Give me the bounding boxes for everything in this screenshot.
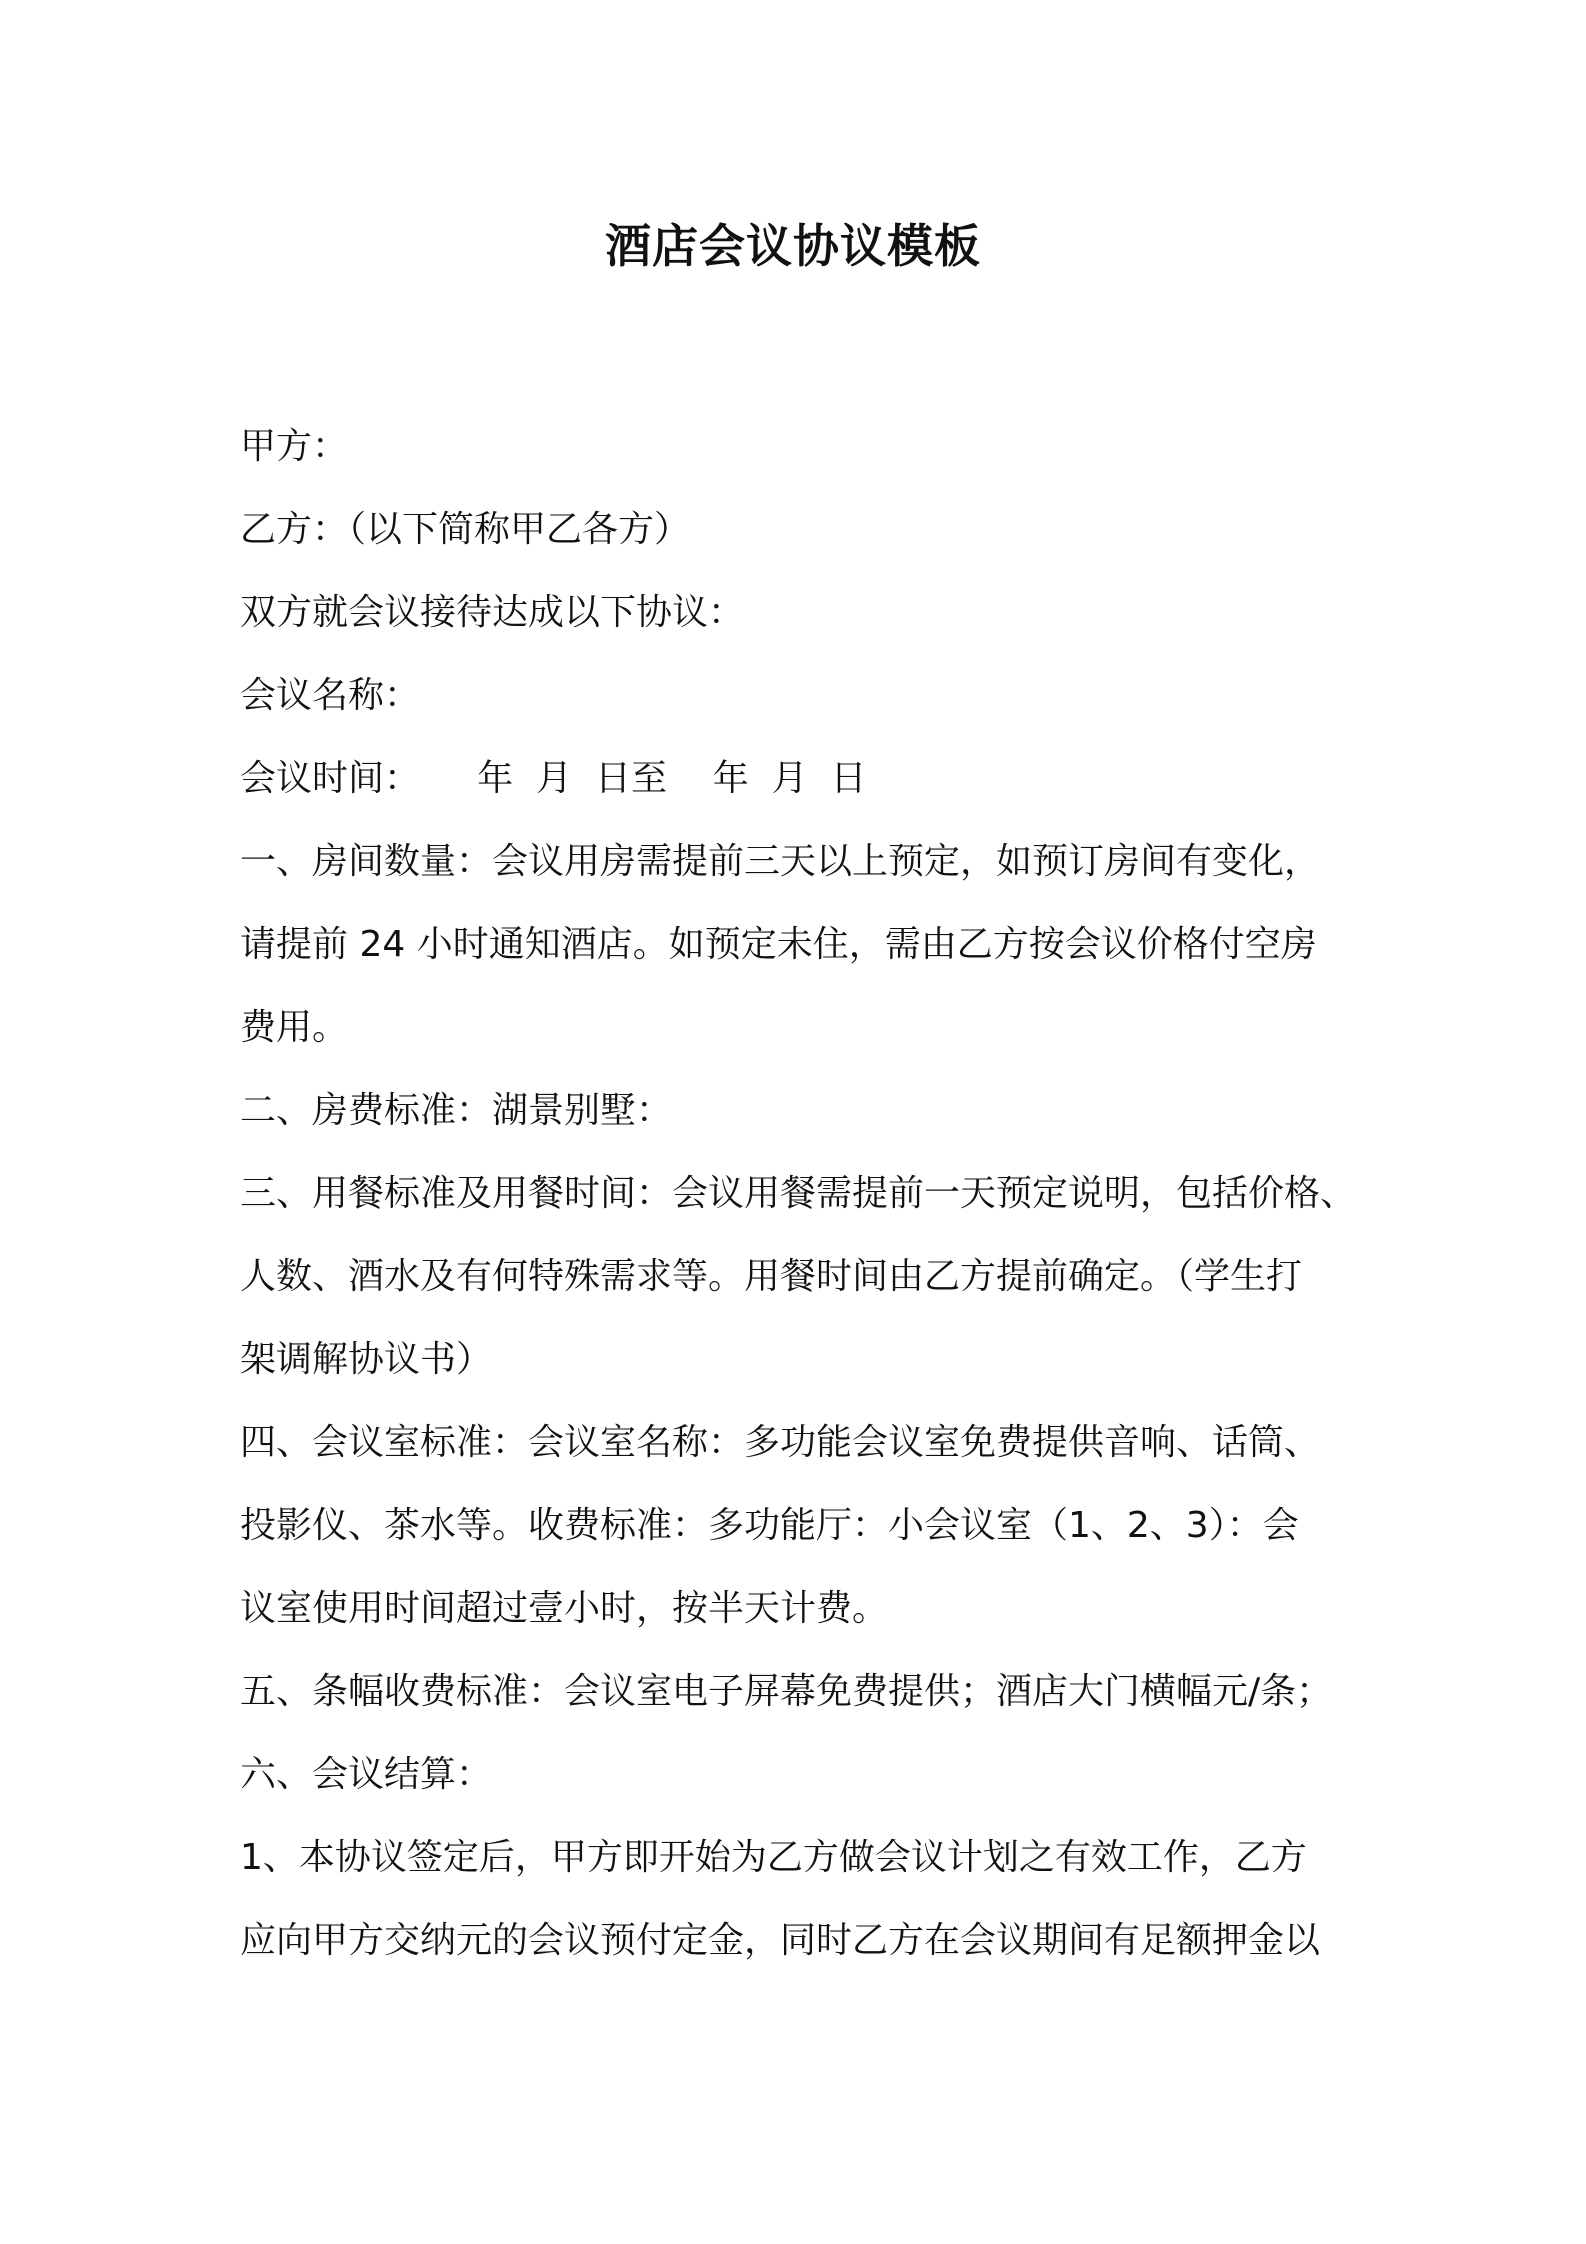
clause-3-line-2: 人数、酒水及有何特殊需求等。用餐时间由乙方提前确定。（学生打 (240, 1256, 1303, 1297)
party-b-line: 乙方：（以下简称甲乙各方） (240, 509, 691, 550)
meeting-name-line: 会议名称： (240, 675, 421, 716)
agreement-intro-line: 双方就会议接待达成以下协议： (240, 592, 745, 633)
meeting-time-line: 会议时间： 年 月 日至 年 月 日 (240, 758, 867, 799)
clause-6-item-1-line-1: 1、本协议签定后，甲方即开始为乙方做会议计划之有效工作，乙方 (240, 1837, 1307, 1878)
clause-3-line-3: 架调解协议书） (240, 1339, 493, 1380)
clause-5-line-1: 五、条幅收费标准：会议室电子屏幕免费提供；酒店大门横幅元/条； (240, 1671, 1333, 1712)
clause-4-line-2: 投影仪、茶水等。收费标准：多功能厅：小会议室（1、2、3）：会 (240, 1505, 1299, 1546)
clause-6-heading: 六、会议结算： (240, 1754, 493, 1795)
document-body (240, 405, 1360, 1982)
clause-3-line-1: 三、用餐标准及用餐时间：会议用餐需提前一天预定说明，包括价格、 (240, 1173, 1357, 1214)
clause-1-line-3: 费用。 (240, 1007, 349, 1048)
clause-6-item-1-line-2: 应向甲方交纳元的会议预付定金，同时乙方在会议期间有足额押金以 (240, 1920, 1321, 1961)
clause-2-line-1: 二、房费标准：湖景别墅： (240, 1090, 673, 1131)
party-a-line: 甲方： (240, 426, 349, 467)
clause-1-line-2: 请提前 24 小时通知酒店。如预定未住，需由乙方按会议价格付空房 (240, 924, 1317, 965)
clause-4-line-3: 议室使用时间超过壹小时，按半天计费。 (240, 1588, 889, 1629)
clause-1-line-1: 一、房间数量：会议用房需提前三天以上预定，如预订房间有变化， (240, 841, 1321, 882)
clause-4-line-1: 四、会议室标准：会议室名称：多功能会议室免费提供音响、话筒、 (240, 1422, 1321, 1463)
document-title: 酒店会议协议模板 (605, 219, 981, 273)
